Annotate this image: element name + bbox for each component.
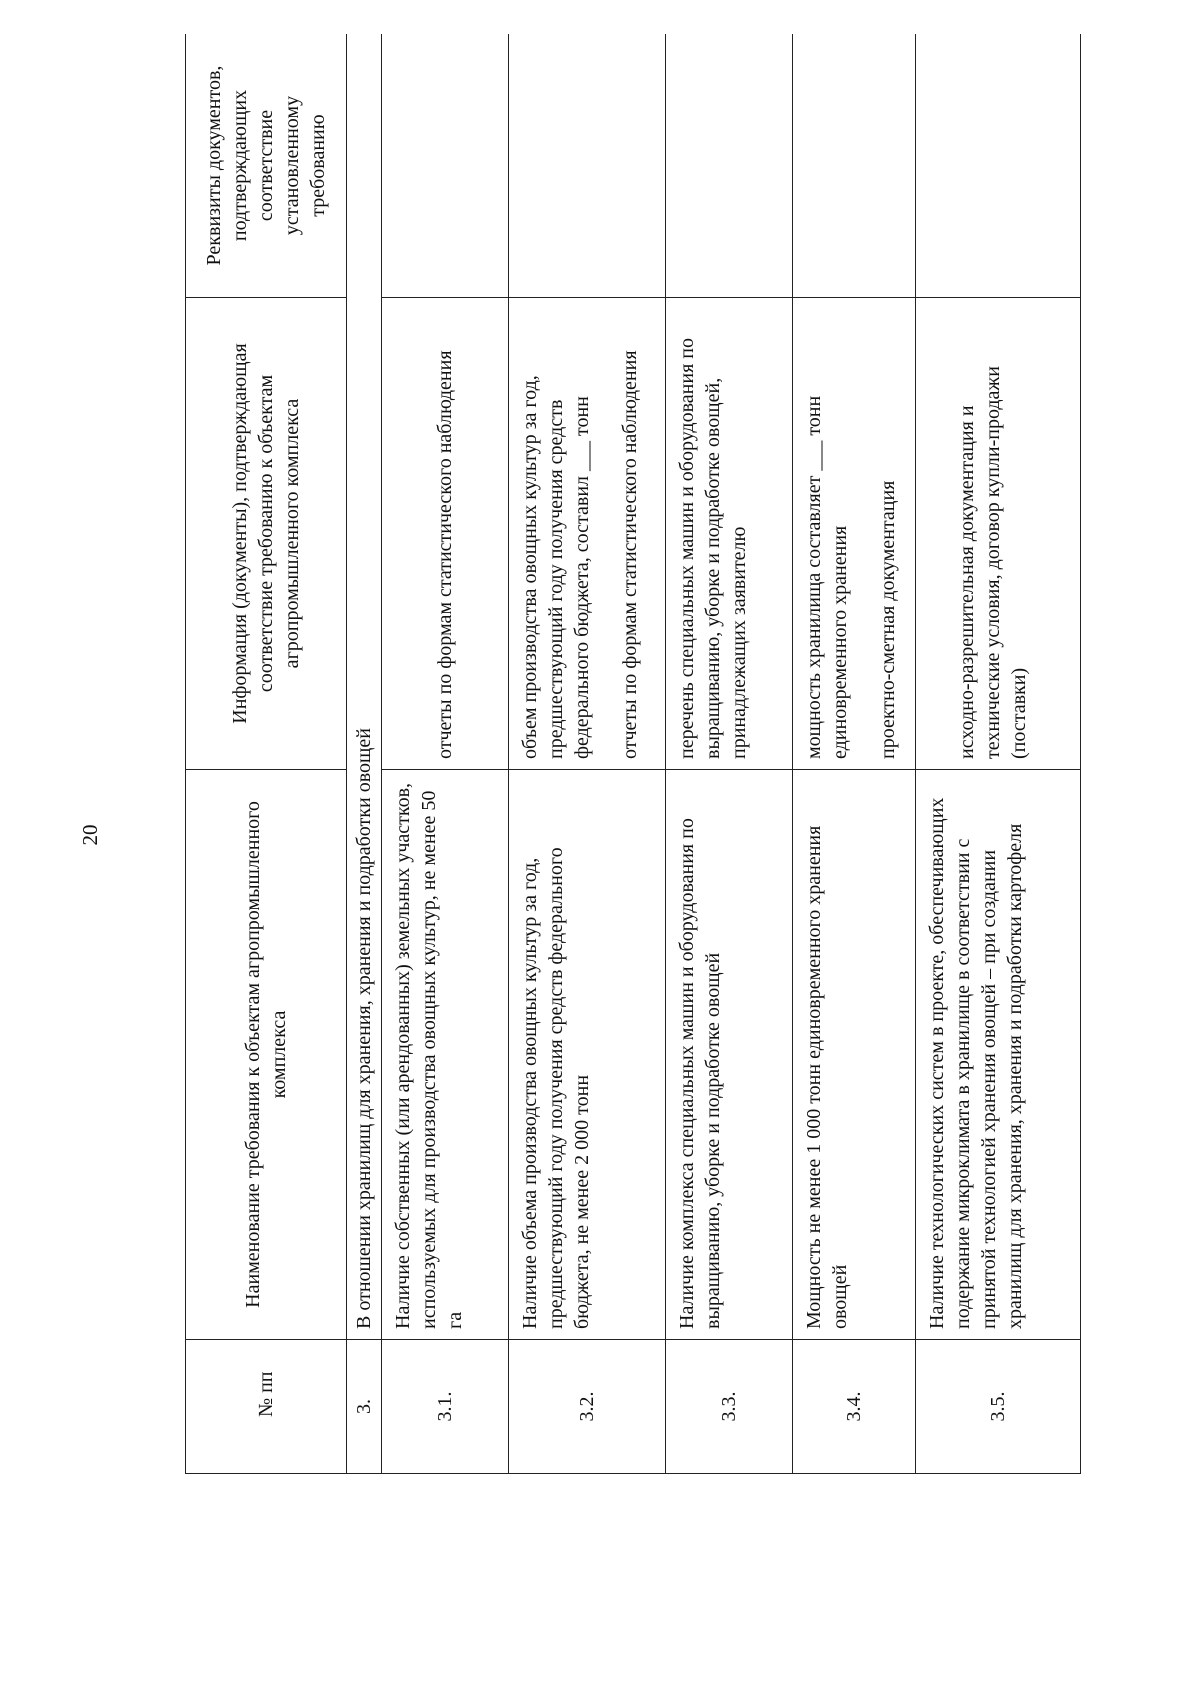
landscape-content [185, 34, 1125, 1474]
row-number: 3.2. [509, 1340, 666, 1474]
row-information [382, 298, 509, 770]
spacer [853, 308, 875, 759]
row-requirement: Наличие собственных (или арендованных) земельных участков, используемых для производства овощных культур, не менее 50 га [382, 770, 509, 1340]
rotated-page-area [185, 34, 1125, 1474]
row-information [509, 298, 666, 770]
row-requirement: Мощность не менее 1 000 тонн единовременного хранения овощей [793, 770, 916, 1340]
row-requirement: Наличие объема производства овощных культур за год, предшествующий году получения средств федерального бюджета, не менее 2 000 тонн [509, 770, 666, 1340]
table-header-row [186, 34, 347, 1474]
information-item: объем производства овощных культур за год, предшествующий году получения средств федерального бюджета, составил ___ тонн [519, 375, 593, 759]
header-requirement: Наименование требования к объектам агропромышленного комплекса [186, 770, 347, 1340]
information-item: отчеты по формам статистического наблюдения [619, 350, 641, 759]
header-number: № пп [186, 1340, 347, 1474]
table-row [382, 34, 509, 1474]
row-information [666, 298, 793, 770]
row-details [916, 34, 1081, 298]
spacer [924, 308, 954, 759]
row-details [793, 34, 916, 298]
page-number: 20 [78, 824, 102, 846]
row-number: 3.5. [916, 1340, 1081, 1474]
section-title: В отношении хранилищ для хранения, хранения и подработки овощей [347, 34, 382, 1340]
section-number: 3. [347, 1340, 382, 1474]
table-row [793, 34, 916, 1474]
row-details [666, 34, 793, 298]
row-details [382, 34, 509, 298]
header-information: Информация (документы), подтверждающая соответствие требованию к объектам агропромышленного комплекса [186, 298, 347, 770]
information-item: отчеты по формам статистического наблюдения [434, 350, 456, 759]
information-item: перечень специальных машин и оборудования по выращиванию, уборке и подработке овощей, принадлежащих заявителю [676, 338, 750, 759]
row-number: 3.4. [793, 1340, 916, 1474]
requirements-table [185, 34, 1081, 1474]
information-item: проектно-сметная документация [877, 480, 899, 759]
information-item: исходно-разрешительная документация и технические условия, договор купли-продажи (поставки) [956, 366, 1030, 759]
section-row [347, 34, 382, 1474]
row-information [916, 298, 1081, 770]
row-number: 3.1. [382, 1340, 509, 1474]
row-requirement: Наличие технологических систем в проекте, обеспечивающих подержание микроклимата в хранилище в соответствии с принятой технологией хранения овощей – при создании хранилищ для хранения, хранения и подработки картофеля [916, 770, 1081, 1340]
table-row [509, 34, 666, 1474]
row-details [509, 34, 666, 298]
spacer [595, 308, 617, 759]
information-item: мощность хранилища составляет ___ тонн единовременного хранения [803, 395, 851, 759]
table-row [916, 34, 1081, 1474]
row-requirement: Наличие комплекса специальных машин и оборудования по выращиванию, уборке и подработке овощей [666, 770, 793, 1340]
header-details: Реквизиты документов, подтверждающих соответствие установленному требованию [186, 34, 347, 298]
row-number: 3.3. [666, 1340, 793, 1474]
row-information [793, 298, 916, 770]
table-row [666, 34, 793, 1474]
